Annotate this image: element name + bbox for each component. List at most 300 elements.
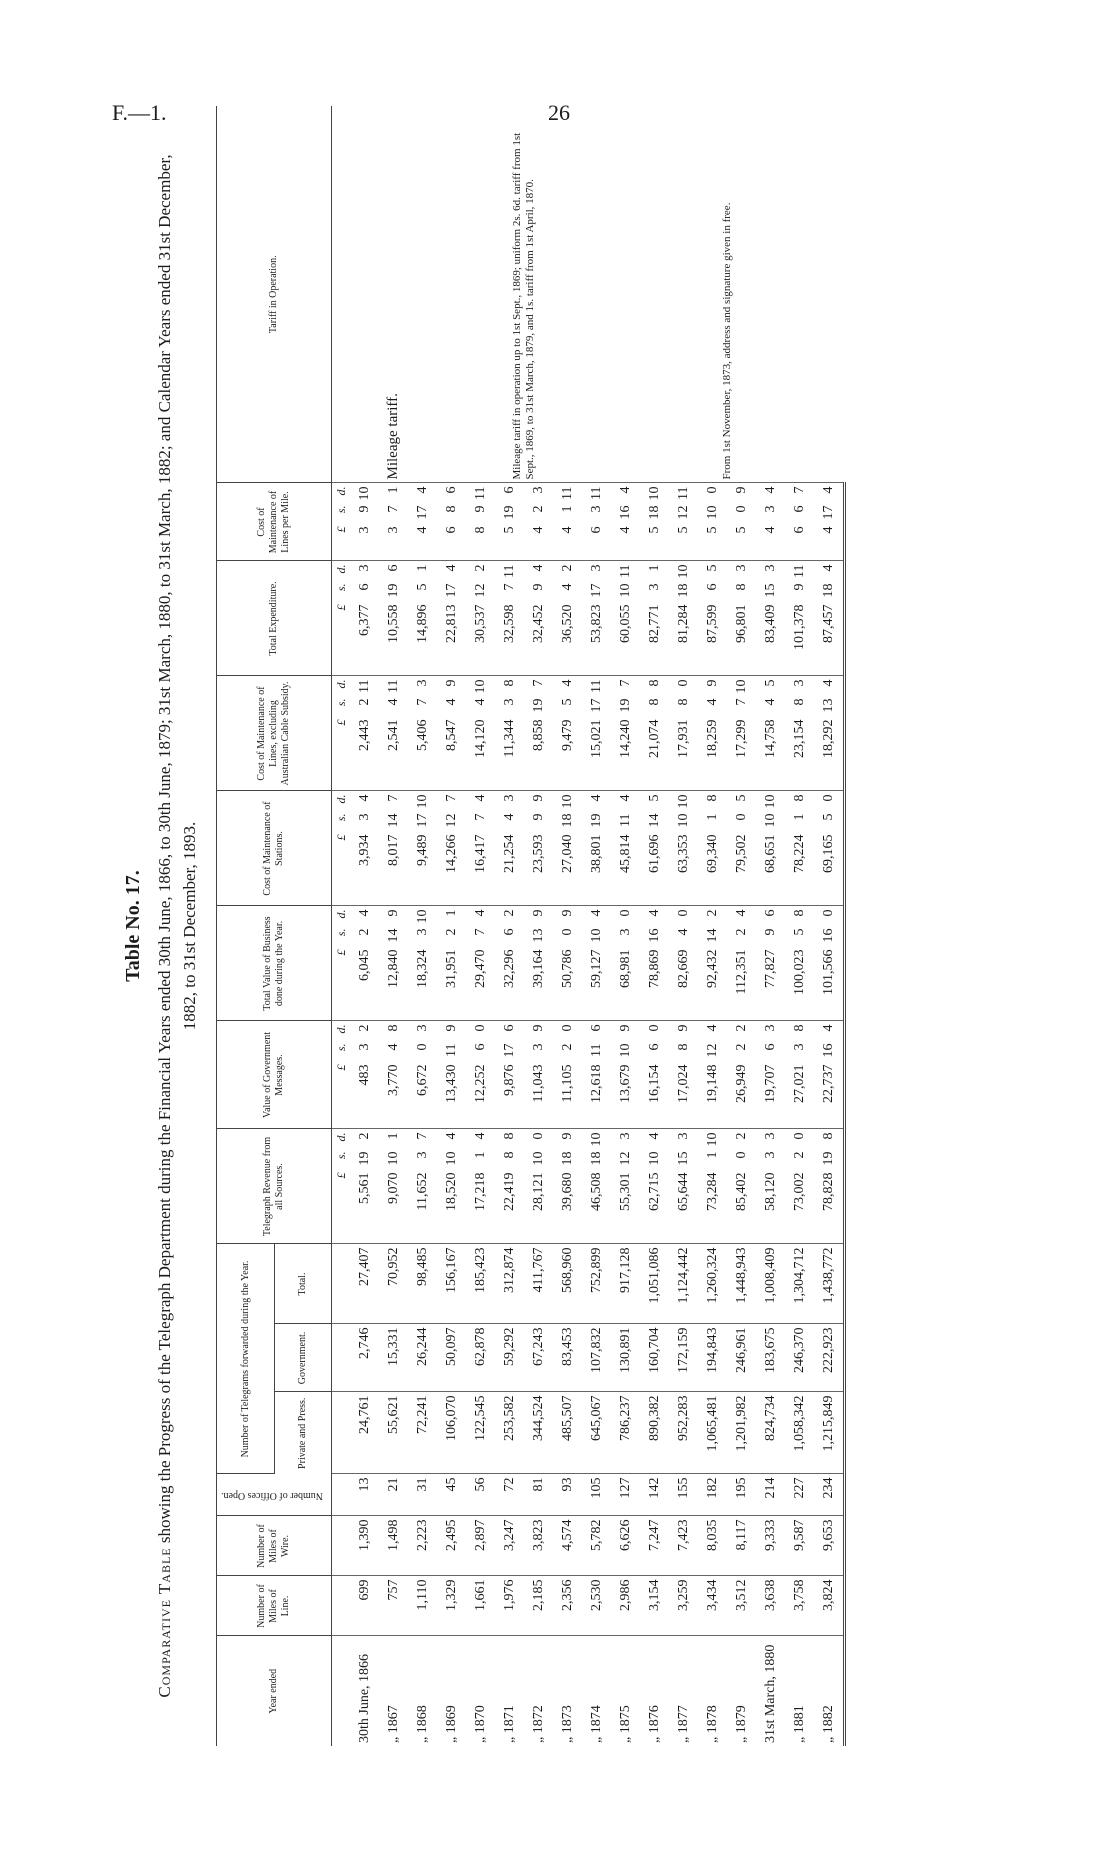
stn-shillings: 12 <box>443 813 459 827</box>
table-caption <box>153 146 202 1706</box>
biz-pounds: 101,566 <box>820 949 836 995</box>
gmsg-cell <box>350 1021 379 1129</box>
offices-cell: 21 <box>379 1474 408 1516</box>
stn-pounds: 69,340 <box>704 834 720 873</box>
unit-d: d. <box>333 486 348 495</box>
header-expenditure: Total Expenditure. <box>217 561 332 676</box>
gmsg-shillings: 8 <box>675 1043 691 1050</box>
gmsg-shillings: 6 <box>762 1043 778 1050</box>
pm-pence: 4 <box>820 486 836 493</box>
total-cell: 312,874 <box>495 1244 524 1324</box>
miles-wire-cell: 4,574 <box>553 1516 582 1576</box>
gmsg-shillings: 17 <box>501 1043 517 1057</box>
stn-cell <box>756 791 785 906</box>
biz-shillings: 4 <box>675 928 691 935</box>
gmsg-pounds: 11,105 <box>559 1064 575 1102</box>
stn-cell <box>379 791 408 906</box>
exp-shillings: 7 <box>501 583 517 590</box>
miles-wire-cell: 3,823 <box>524 1516 553 1576</box>
biz-shillings: 14 <box>385 928 401 942</box>
stn-shillings: 4 <box>501 813 517 820</box>
biz-pence: 9 <box>559 909 575 916</box>
year-cell: „ 1878 <box>704 1704 720 1743</box>
rev-pounds: 62,715 <box>646 1172 662 1211</box>
total-cell: 1,051,086 <box>640 1244 669 1324</box>
tariff-cell: Mileage tariff in operation up to 1st Sept., 1869; uniform 2s. 6d. tariff from 1st Sept., 1869, to 31st March, 1879, and 1s. tariff from 1st April, 1870. <box>437 106 611 483</box>
miles-wire-cell: 1,498 <box>379 1516 408 1576</box>
biz-cell <box>727 906 756 1021</box>
stn-pence: 8 <box>704 794 720 801</box>
rev-pounds: 73,002 <box>791 1172 807 1211</box>
lines-shillings: 3 <box>501 698 517 705</box>
header-revenue: Telegraph Revenue from all Sources. <box>217 1129 332 1244</box>
pm-pounds: 4 <box>762 526 778 533</box>
offices-cell: 81 <box>524 1474 553 1516</box>
exp-pence: 1 <box>414 564 430 571</box>
miles-line-cell: 2,185 <box>524 1576 553 1636</box>
stn-shillings: 10 <box>762 813 778 827</box>
pm-cell <box>350 483 379 561</box>
miles-wire-cell: 2,495 <box>437 1516 466 1576</box>
biz-pounds: 78,869 <box>646 949 662 988</box>
exp-pounds: 87,457 <box>820 604 836 643</box>
gmsg-cell <box>553 1021 582 1129</box>
rev-pounds: 46,508 <box>588 1172 604 1211</box>
pm-cell <box>669 483 698 561</box>
rev-cell <box>466 1129 495 1244</box>
rev-pence: 3 <box>762 1132 778 1139</box>
gmsg-pounds: 483 <box>356 1064 372 1085</box>
lines-pence: 3 <box>791 679 807 686</box>
pm-pounds: 5 <box>733 526 749 533</box>
gmsg-pounds: 16,154 <box>646 1064 662 1103</box>
year-cell: „ 1876 <box>646 1704 662 1743</box>
rev-pence: 0 <box>791 1132 807 1139</box>
exp-pounds: 82,771 <box>646 604 662 643</box>
gmsg-cell <box>582 1021 611 1129</box>
header-govt-messages: Value of Government Messages. <box>217 1021 332 1129</box>
exp-shillings: 9 <box>530 583 546 590</box>
stn-pence: 3 <box>501 794 517 801</box>
unit-cell-exp <box>332 561 351 676</box>
government-cell: 107,832 <box>582 1324 611 1392</box>
gmsg-pounds: 19,707 <box>762 1064 778 1103</box>
stn-pence: 7 <box>443 794 459 801</box>
exp-shillings: 4 <box>559 583 575 590</box>
rev-pounds: 5,561 <box>356 1172 372 1204</box>
stn-shillings: 14 <box>385 813 401 827</box>
miles-wire-cell: 8,035 <box>698 1516 727 1576</box>
pm-cell <box>814 483 845 561</box>
exp-pounds: 32,598 <box>501 604 517 643</box>
offices-cell: 195 <box>727 1474 756 1516</box>
pm-pounds: 6 <box>588 526 604 533</box>
gmsg-cell <box>379 1021 408 1129</box>
biz-pence: 4 <box>733 909 749 916</box>
exp-pounds: 10,558 <box>385 604 401 643</box>
gmsg-pence: 9 <box>675 1024 691 1031</box>
miles-wire-cell: 5,782 <box>582 1516 611 1576</box>
rev-pence: 1 <box>385 1132 401 1139</box>
offices-cell: 13 <box>350 1474 379 1516</box>
exp-cell <box>756 561 785 676</box>
biz-cell <box>611 906 640 1021</box>
pm-pence: 0 <box>704 486 720 493</box>
rev-pounds: 78,828 <box>820 1172 836 1211</box>
gmsg-pounds: 22,737 <box>820 1064 836 1103</box>
biz-pence: 2 <box>501 909 517 916</box>
stn-shillings: 0 <box>733 813 749 820</box>
pm-pence: 10 <box>356 486 372 500</box>
caption-lead: Comparative Table <box>155 1546 174 1698</box>
lines-pounds: 17,931 <box>675 719 691 758</box>
pm-pounds: 3 <box>385 526 401 533</box>
biz-pence: 9 <box>385 909 401 916</box>
offices-cell: 234 <box>814 1474 845 1516</box>
unit-s: s. <box>333 505 348 513</box>
rev-pence: 2 <box>733 1132 749 1139</box>
stn-pence: 7 <box>385 794 401 801</box>
offices-cell: 214 <box>756 1474 785 1516</box>
lines-pence: 11 <box>588 679 604 693</box>
lines-shillings: 7 <box>733 698 749 705</box>
miles-line-cell: 2,530 <box>582 1576 611 1636</box>
government-cell: 26,244 <box>408 1324 437 1392</box>
exp-shillings: 17 <box>588 583 604 597</box>
header-private-press: Private and Press. <box>274 1392 332 1474</box>
biz-shillings: 9 <box>762 928 778 935</box>
gmsg-pence: 3 <box>414 1024 430 1031</box>
government-cell: 50,097 <box>437 1324 466 1392</box>
rev-pence: 4 <box>472 1132 488 1139</box>
caption-text: showing the Progress of the Telegraph Department during the Financial Years ended 30th June, 1866, to 30th June, 1879; 31st March, 1880, to 31st March, 1882; and Calendar Years ended 31st December, 1882, to 31st December, 1893. <box>155 153 199 1543</box>
lines-cell <box>756 676 785 791</box>
pm-shillings: 18 <box>646 505 662 519</box>
unit-l: £ <box>333 949 348 955</box>
lines-cell <box>408 676 437 791</box>
biz-shillings: 3 <box>414 928 430 935</box>
stn-cell <box>350 791 379 906</box>
table-title: Table No. 17. <box>122 869 144 982</box>
gmsg-shillings: 3 <box>791 1043 807 1050</box>
exp-cell <box>582 561 611 676</box>
exp-pence: 11 <box>617 564 633 578</box>
header-maint-per-mile: Cost of Maintenance of Lines per Mile. <box>217 483 332 561</box>
lines-pence: 9 <box>704 679 720 686</box>
government-cell: 183,675 <box>756 1324 785 1392</box>
unit-l: £ <box>333 604 348 610</box>
rev-cell <box>814 1129 845 1244</box>
biz-pounds: 31,951 <box>443 949 459 988</box>
rev-shillings: 18 <box>588 1151 604 1165</box>
gmsg-cell <box>785 1021 814 1129</box>
lines-cell <box>785 676 814 791</box>
rev-shillings: 10 <box>443 1151 459 1165</box>
table-row <box>611 106 640 1746</box>
pm-cell <box>466 483 495 561</box>
header-tariff: Tariff in Operation. <box>217 106 332 483</box>
exp-pence: 3 <box>588 564 604 571</box>
header-maint-lines: Cost of Maintenance of Lines, excluding Australian Cable Subsidy. <box>217 676 332 791</box>
lines-pence: 7 <box>530 679 546 686</box>
government-cell: 2,746 <box>350 1324 379 1392</box>
private-press-cell: 122,545 <box>466 1392 495 1474</box>
lines-pence: 4 <box>559 679 575 686</box>
rev-pounds: 11,652 <box>414 1172 430 1210</box>
biz-shillings: 16 <box>820 928 836 942</box>
rev-cell <box>524 1129 553 1244</box>
exp-pounds: 96,801 <box>733 604 749 643</box>
biz-pence: 10 <box>414 909 430 923</box>
stn-shillings: 14 <box>646 813 662 827</box>
pm-cell <box>408 483 437 561</box>
gmsg-shillings: 4 <box>385 1043 401 1050</box>
unit-l: £ <box>333 1172 348 1178</box>
total-cell: 70,952 <box>379 1244 408 1324</box>
stn-cell <box>524 791 553 906</box>
miles-line-cell: 2,356 <box>553 1576 582 1636</box>
lines-cell <box>814 676 845 791</box>
pm-shillings: 17 <box>820 505 836 519</box>
total-cell: 752,899 <box>582 1244 611 1324</box>
pm-shillings: 12 <box>675 505 691 519</box>
exp-shillings: 5 <box>414 583 430 590</box>
government-cell: 172,159 <box>669 1324 698 1392</box>
pm-shillings: 1 <box>559 505 575 512</box>
pm-pence: 3 <box>530 486 546 493</box>
lines-pounds: 5,406 <box>414 719 430 751</box>
biz-shillings: 2 <box>443 928 459 935</box>
year-cell: „ 1877 <box>675 1704 691 1743</box>
exp-cell <box>611 561 640 676</box>
stn-shillings: 9 <box>530 813 546 820</box>
lines-pence: 4 <box>820 679 836 686</box>
lines-cell <box>698 676 727 791</box>
total-cell: 185,423 <box>466 1244 495 1324</box>
header-total: Total. <box>274 1244 332 1324</box>
gmsg-cell <box>611 1021 640 1129</box>
lines-pounds: 14,240 <box>617 719 633 758</box>
gmsg-shillings: 3 <box>356 1043 372 1050</box>
pm-pence: 11 <box>588 486 604 500</box>
rev-pence: 2 <box>356 1132 372 1139</box>
page-number: 26 <box>548 100 570 125</box>
stn-pounds: 45,814 <box>617 834 633 873</box>
government-cell: 67,243 <box>524 1324 553 1392</box>
pm-cell <box>582 483 611 561</box>
total-cell: 1,448,943 <box>727 1244 756 1324</box>
gmsg-shillings: 11 <box>588 1043 604 1057</box>
table-row <box>350 106 379 1746</box>
pm-shillings: 7 <box>385 505 401 512</box>
private-press-cell: 786,237 <box>611 1392 640 1474</box>
unit-cell-empty <box>332 106 351 483</box>
pm-pence: 11 <box>675 486 691 500</box>
private-press-cell: 55,621 <box>379 1392 408 1474</box>
government-cell: 15,331 <box>379 1324 408 1392</box>
miles-line-cell: 1,661 <box>466 1576 495 1636</box>
lines-cell <box>582 676 611 791</box>
rev-pence: 9 <box>559 1132 575 1139</box>
rev-pence: 10 <box>588 1132 604 1146</box>
year-cell: „ 1874 <box>588 1704 604 1743</box>
gmsg-pence: 0 <box>559 1024 575 1031</box>
rev-shillings: 10 <box>646 1151 662 1165</box>
year-cell: „ 1875 <box>617 1704 633 1743</box>
stn-pence: 4 <box>472 794 488 801</box>
stn-pence: 10 <box>762 794 778 808</box>
exp-pounds: 87,599 <box>704 604 720 643</box>
unit-cell-empty <box>332 1576 351 1636</box>
lines-shillings: 8 <box>675 698 691 705</box>
biz-pounds: 39,164 <box>530 949 546 988</box>
biz-cell <box>437 906 466 1021</box>
stn-cell <box>408 791 437 906</box>
lines-cell <box>379 676 408 791</box>
biz-cell <box>640 906 669 1021</box>
unit-cell-empty <box>332 1244 351 1324</box>
miles-wire-cell: 8,117 <box>727 1516 756 1576</box>
stn-pence: 8 <box>791 794 807 801</box>
biz-pounds: 59,127 <box>588 949 604 988</box>
lines-cell <box>611 676 640 791</box>
stn-pounds: 16,417 <box>472 834 488 873</box>
rev-cell <box>756 1129 785 1244</box>
biz-pounds: 100,023 <box>791 949 807 995</box>
private-press-cell: 24,761 <box>350 1392 379 1474</box>
pm-cell <box>379 483 408 561</box>
miles-line-cell: 1,329 <box>437 1576 466 1636</box>
unit-d: d. <box>333 909 348 918</box>
government-cell: 62,878 <box>466 1324 495 1392</box>
gmsg-pence: 0 <box>646 1024 662 1031</box>
gmsg-cell <box>524 1021 553 1129</box>
exp-cell <box>727 561 756 676</box>
lines-pounds: 11,344 <box>501 719 517 757</box>
private-press-cell: 106,070 <box>437 1392 466 1474</box>
miles-wire-cell: 7,247 <box>640 1516 669 1576</box>
unit-l: £ <box>333 719 348 725</box>
rev-cell <box>611 1129 640 1244</box>
exp-shillings: 3 <box>646 583 662 590</box>
exp-shillings: 6 <box>356 583 372 590</box>
exp-pence: 4 <box>443 564 459 571</box>
lines-pounds: 8,858 <box>530 719 546 751</box>
rev-shillings: 19 <box>820 1151 836 1165</box>
pm-cell <box>756 483 785 561</box>
biz-pounds: 112,351 <box>733 949 749 994</box>
lines-pence: 8 <box>646 679 662 686</box>
table-body <box>332 106 845 1746</box>
offices-cell: 72 <box>495 1474 524 1516</box>
year-cell: „ 1879 <box>733 1704 749 1743</box>
header-maint-stations: Cost of Maintenance of Stations. <box>217 791 332 906</box>
gmsg-pence: 4 <box>704 1024 720 1031</box>
biz-pence: 0 <box>820 909 836 916</box>
gmsg-cell <box>814 1021 845 1129</box>
header-government: Government. <box>274 1324 332 1392</box>
stn-pounds: 78,224 <box>791 834 807 873</box>
government-cell: 59,292 <box>495 1324 524 1392</box>
miles-wire-cell: 7,423 <box>669 1516 698 1576</box>
miles-line-cell: 699 <box>350 1576 379 1636</box>
lines-shillings: 8 <box>791 698 807 705</box>
pm-shillings: 16 <box>617 505 633 519</box>
lines-pence: 3 <box>414 679 430 686</box>
stn-shillings: 19 <box>588 813 604 827</box>
stn-cell <box>785 791 814 906</box>
gmsg-cell <box>698 1021 727 1129</box>
exp-shillings: 15 <box>762 583 778 597</box>
rev-pence: 7 <box>414 1132 430 1139</box>
lines-cell <box>350 676 379 791</box>
exp-cell <box>553 561 582 676</box>
lines-cell <box>727 676 756 791</box>
biz-pounds: 32,296 <box>501 949 517 988</box>
stn-pence: 9 <box>530 794 546 801</box>
lines-pounds: 21,074 <box>646 719 662 758</box>
year-cell: 31st March, 1880 <box>762 1644 778 1743</box>
stn-pence: 5 <box>646 794 662 801</box>
gmsg-pounds: 17,024 <box>675 1064 691 1103</box>
exp-pence: 11 <box>501 564 517 578</box>
stn-pounds: 63,353 <box>675 834 691 873</box>
stn-cell <box>553 791 582 906</box>
rev-cell <box>408 1129 437 1244</box>
rev-cell <box>553 1129 582 1244</box>
pm-pounds: 4 <box>820 526 836 533</box>
government-cell: 83,453 <box>553 1324 582 1392</box>
gmsg-pence: 6 <box>501 1024 517 1031</box>
exp-pence: 4 <box>530 564 546 571</box>
lines-pence: 10 <box>733 679 749 693</box>
gmsg-cell <box>408 1021 437 1129</box>
year-cell: „ 1882 <box>814 1636 845 1746</box>
lines-shillings: 5 <box>559 698 575 705</box>
biz-cell <box>698 906 727 1021</box>
government-cell: 246,961 <box>727 1324 756 1392</box>
rev-cell <box>379 1129 408 1244</box>
pm-pounds: 6 <box>791 526 807 533</box>
year-cell: „ 1869 <box>443 1704 459 1743</box>
offices-cell: 142 <box>640 1474 669 1516</box>
rev-shillings: 8 <box>501 1151 517 1158</box>
government-cell: 130,891 <box>611 1324 640 1392</box>
lines-cell <box>466 676 495 791</box>
pm-cell <box>495 483 524 561</box>
lines-shillings: 8 <box>646 698 662 705</box>
private-press-cell: 1,065,481 <box>698 1392 727 1474</box>
rev-shillings: 0 <box>733 1151 749 1158</box>
gmsg-pounds: 27,021 <box>791 1064 807 1103</box>
stn-shillings: 10 <box>675 813 691 827</box>
biz-pounds: 50,786 <box>559 949 575 988</box>
miles-wire-cell: 2,897 <box>466 1516 495 1576</box>
lines-shillings: 4 <box>443 698 459 705</box>
header-business: Total Value of Business done during the Year. <box>217 906 332 1021</box>
exp-shillings: 18 <box>675 583 691 597</box>
stn-cell <box>582 791 611 906</box>
exp-shillings: 9 <box>791 583 807 590</box>
stn-shillings: 5 <box>820 813 836 820</box>
unit-cell-lines <box>332 676 351 791</box>
gmsg-cell <box>437 1021 466 1129</box>
exp-cell <box>495 561 524 676</box>
biz-shillings: 14 <box>704 928 720 942</box>
rev-shillings: 10 <box>530 1151 546 1165</box>
stn-pounds: 69,165 <box>820 834 836 873</box>
unit-s: s. <box>333 1043 348 1051</box>
